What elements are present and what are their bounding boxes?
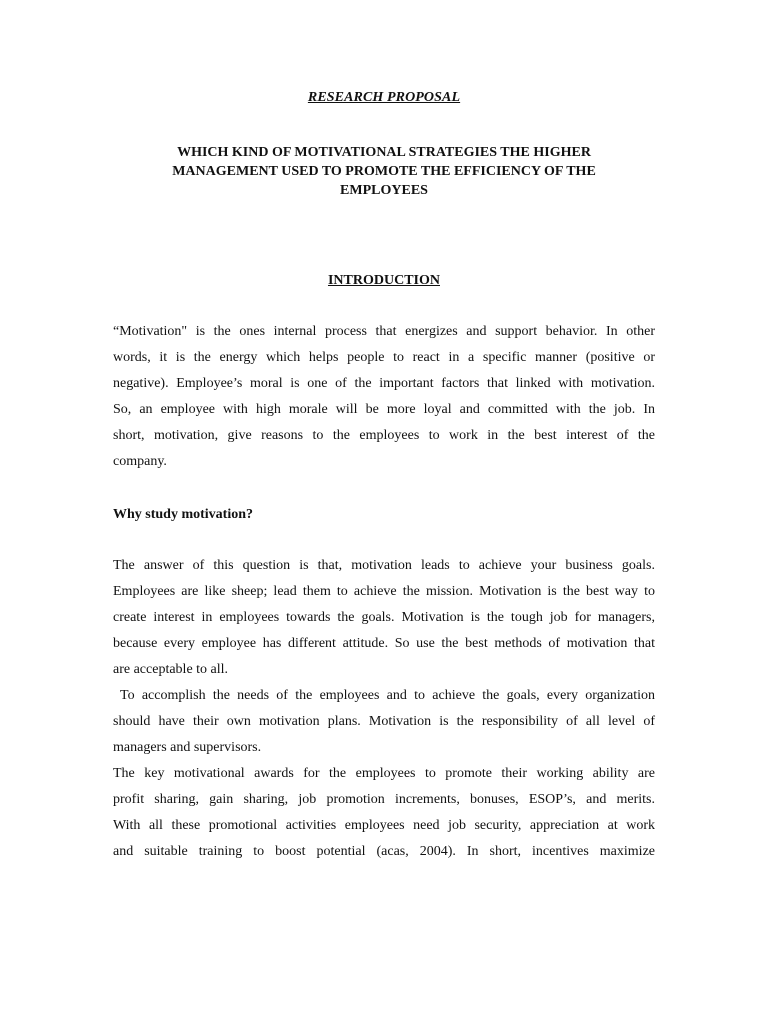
key-awards-paragraph	[113, 761, 655, 865]
document-title	[140, 143, 628, 200]
text-line: company.	[113, 454, 167, 469]
title-line: MANAGEMENT USED TO PROMOTE THE EFFICIENCY OF THE	[172, 164, 596, 179]
text-line: The answer of this question is that, motivation leads to achieve your business goals.	[113, 558, 655, 573]
text-line: The key motivational awards for the employees to promote their working ability are	[113, 766, 655, 781]
why-study-heading: Why study motivation?	[113, 507, 254, 522]
text-line: because every employee has different attitude. So use the best methods of motivation that	[113, 636, 655, 651]
title-line: WHICH KIND OF MOTIVATIONAL STRATEGIES THE HIGHER	[177, 145, 591, 160]
text-line: are acceptable to all.	[113, 662, 229, 677]
text-line: Employees are like sheep; lead them to achieve the mission. Motivation is the best way to	[113, 584, 655, 599]
text-line: short, motivation, give reasons to the employees to work in the best interest of the	[113, 428, 655, 443]
text-line: managers and supervisors.	[113, 740, 262, 755]
title-line: EMPLOYEES	[340, 183, 428, 198]
text-line: words, it is the energy which helps people to react in a specific manner (positive or	[113, 350, 655, 365]
text-line: So, an employee with high morale will be more loyal and committed with the job. In	[113, 402, 655, 417]
text-line: To accomplish the needs of the employees and to achieve the goals, every organization	[113, 688, 655, 703]
text-line: profit sharing, gain sharing, job promotion increments, bonuses, ESOP’s, and merits.	[113, 792, 655, 807]
text-line: and suitable training to boost potential (acas, 2004). In short, incentives maximize	[113, 844, 655, 859]
text-line: “Motivation" is the ones internal process that energizes and support behavior. In other	[113, 324, 655, 339]
text-line: should have their own motivation plans. Motivation is the responsibility of all level of	[113, 714, 655, 729]
text-line: negative). Employee’s moral is one of the important factors that linked with motivation.	[113, 376, 655, 391]
introduction-heading: INTRODUCTION	[327, 273, 440, 288]
introduction-paragraph	[113, 319, 655, 475]
proposal-label: RESEARCH PROPOSAL	[307, 90, 461, 105]
text-line: create interest in employees towards the goals. Motivation is the tough job for managers,	[113, 610, 655, 625]
answer-paragraph	[113, 553, 655, 683]
text-line: With all these promotional activities employees need job security, appreciation at work	[113, 818, 655, 833]
accomplish-paragraph	[113, 683, 655, 761]
